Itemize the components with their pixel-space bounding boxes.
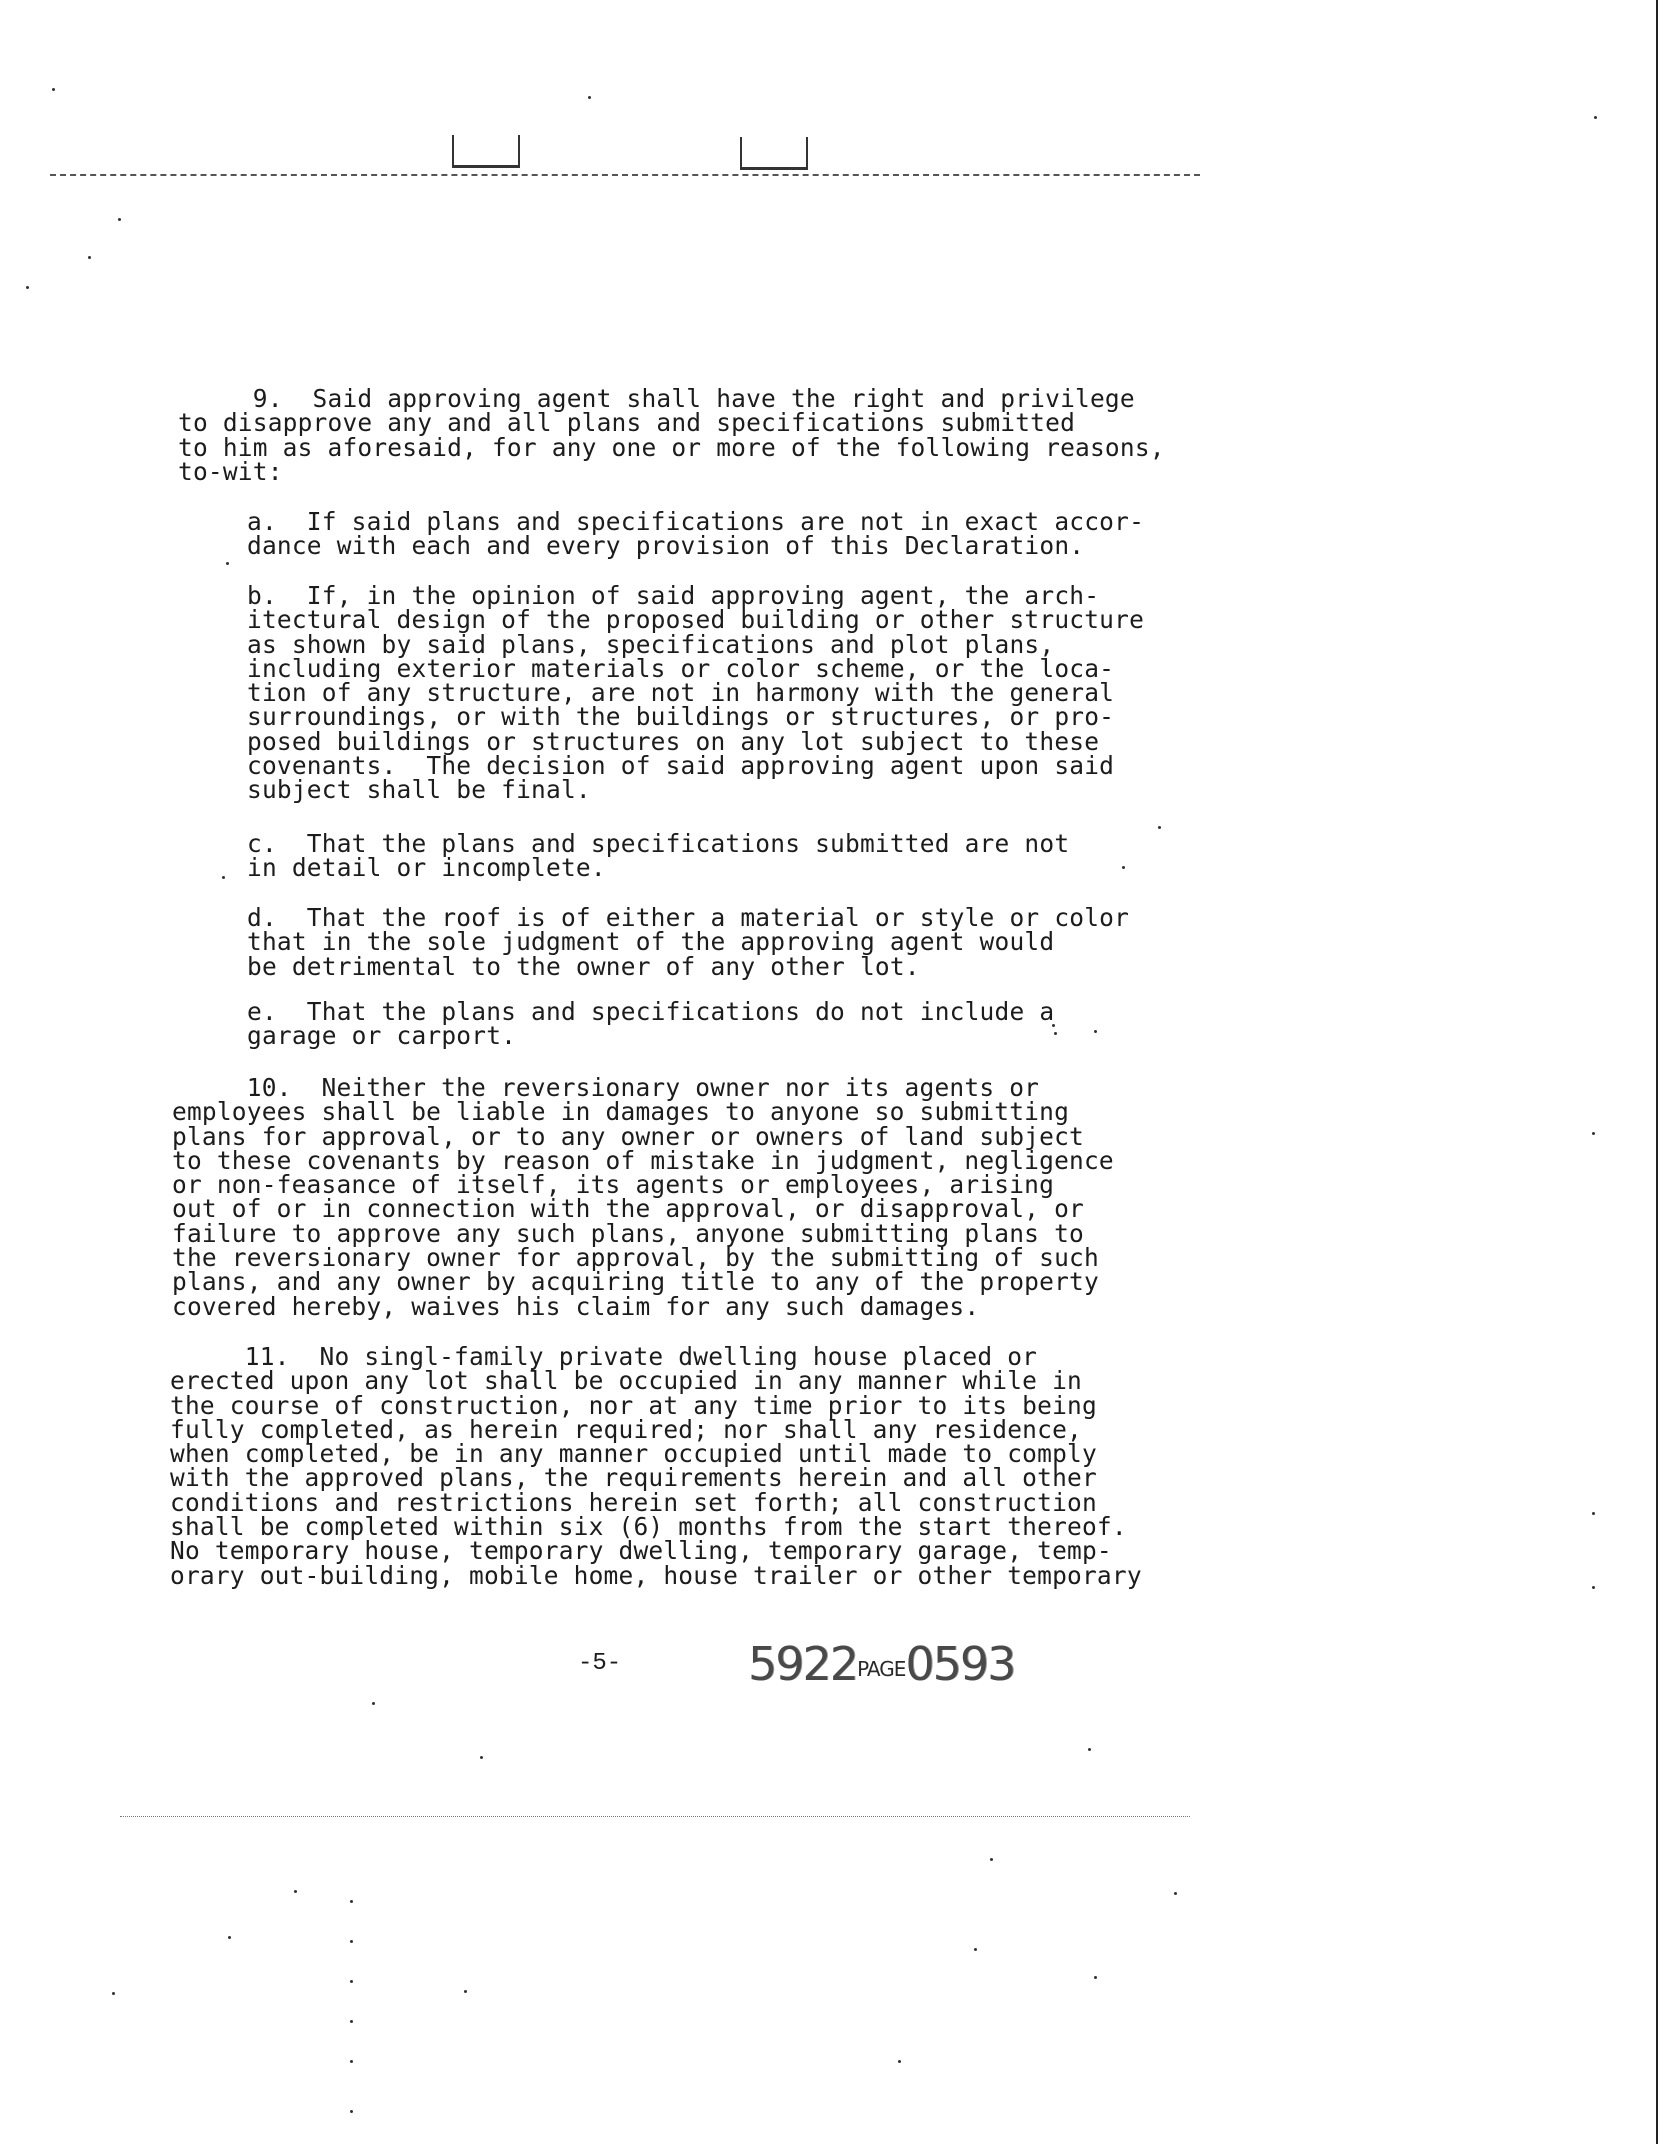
speck [1592,1586,1595,1589]
speck [350,2110,353,2113]
text-line: tion of any structure, are not in harmony with the general [247,678,1115,708]
text-line: in detail or incomplete. [247,853,606,883]
speck [350,2060,353,2063]
text-line: 10. Neither the reversionary owner nor its agents or [172,1073,1040,1102]
text-line: c. That the plans and specifications submitted are not [247,829,1070,858]
speck [222,876,225,879]
text-line: with the approved plans, the requirements herein and all other [170,1463,1097,1493]
text-line: as shown by said plans, specifications and plot plans, [247,629,1055,659]
recording-stamp [748,1637,1014,1691]
text-line: including exterior materials or color scheme, or the loca- [247,653,1115,683]
text-line: garage or carport. [247,1021,517,1051]
text-line: e. That the plans and specifications do not include a [247,997,1055,1026]
speck [464,1990,467,1993]
stamp-page-label: PAGE [857,1657,906,1681]
bottom-perforation-line [120,1816,1190,1817]
stamp-record-page: 0593 [905,1637,1015,1691]
text-line: plans for approval, or to any owner or owners of land subject [172,1121,1084,1151]
text-line: out of or in connection with the approval, or disapproval, or [172,1194,1084,1224]
text-line: b. If, in the opinion of said approving agent, the arch- [247,581,1100,610]
speck [588,96,591,99]
speck [112,1992,115,1995]
text-line: to disapprove any and all plans and specifications submitted [178,408,1076,438]
text-line: the reversionary owner for approval, by the submitting of such [172,1243,1099,1273]
speck [1094,1976,1097,1979]
speck [372,1702,375,1705]
speck [480,1756,483,1759]
punch-hole-right [740,137,808,170]
speck [1594,116,1597,119]
text-line: shall be completed within six (6) months from the start thereof. [170,1512,1127,1542]
paragraph-10 [172,1073,1114,1321]
speck [1592,1512,1595,1515]
text-line: when completed, be in any manner occupied until made to comply [170,1439,1097,1469]
paragraph-9b [247,581,1145,805]
speck [350,1940,353,1943]
text-line: conditions and restrictions herein set forth; all construction [170,1487,1097,1517]
speck [26,286,29,289]
speck [1122,866,1125,869]
speck [226,562,229,565]
text-line: fully completed, as herein required; nor shall any residence, [170,1414,1082,1444]
speck [1054,1032,1057,1035]
speck [1094,1030,1097,1033]
text-line: posed buildings or structures on any lot subject to these [247,726,1100,756]
paragraph-9d [247,903,1130,981]
text-line: itectural design of the proposed building or other structure [247,605,1145,635]
text-line: 11. No singl-family private dwelling house placed or [170,1342,1038,1371]
paragraph-9e [247,997,1055,1051]
text-line: subject shall be final. [247,775,591,805]
speck [350,2020,353,2023]
stamp-book-number: 5922 [748,1637,858,1691]
text-line: erected upon any lot shall be occupied in any manner while in [170,1366,1082,1396]
text-line: orary out-building, mobile home, house trailer or other temporary [170,1560,1142,1590]
speck [1174,1892,1177,1895]
text-line: plans, and any owner by acquiring title to any of the property [172,1267,1099,1297]
text-line: covered hereby, waives his claim for any such damages. [172,1291,980,1321]
top-perforation-line [50,174,1200,176]
text-line: d. That the roof is of either a material or style or color [247,903,1130,932]
paragraph-9c [247,829,1070,883]
speck [990,1858,993,1861]
text-line: to these covenants by reason of mistake in judgment, negligence [172,1145,1114,1175]
text-line: No temporary house, temporary dwelling, temporary garage, temp- [170,1536,1112,1566]
text-line: be detrimental to the owner of any other lot. [247,951,920,981]
paragraph-9 [178,384,1165,486]
text-line: surroundings, or with the buildings or structures, or pro- [247,702,1115,732]
text-line: a. If said plans and specifications are not in exact accor- [247,507,1145,536]
text-line: to-wit: [178,456,283,486]
text-line: covenants. The decision of said approving agent upon said [247,751,1115,781]
text-line: or non-feasance of itself, its agents or employees, arising [172,1170,1055,1200]
speck [350,1900,353,1903]
text-line: employees shall be liable in damages to anyone so submitting [172,1097,1070,1127]
text-line: the course of construction, nor at any time prior to its being [170,1390,1097,1420]
page-number: -5- [578,1650,622,1677]
page-edge [1656,0,1658,2144]
speck [88,256,91,259]
paragraph-9a [247,507,1145,561]
speck [974,1948,977,1951]
speck [118,218,121,221]
speck [1592,1132,1595,1135]
speck [1158,826,1161,829]
text-line: failure to approve any such plans, anyone submitting plans to [172,1218,1084,1248]
punch-hole-left [452,135,520,168]
speck [52,88,55,91]
text-line: dance with each and every provision of this Declaration. [247,531,1085,561]
speck [1088,1748,1091,1751]
text-line: to him as aforesaid, for any one or more of the following reasons, [178,432,1165,462]
text-line: 9. Said approving agent shall have the right and privilege [178,384,1135,413]
text-line: that in the sole judgment of the approving agent would [247,927,1055,957]
paragraph-11 [170,1342,1142,1590]
speck [228,1936,231,1939]
speck [350,1980,353,1983]
speck [898,2060,901,2063]
speck [294,1890,297,1893]
